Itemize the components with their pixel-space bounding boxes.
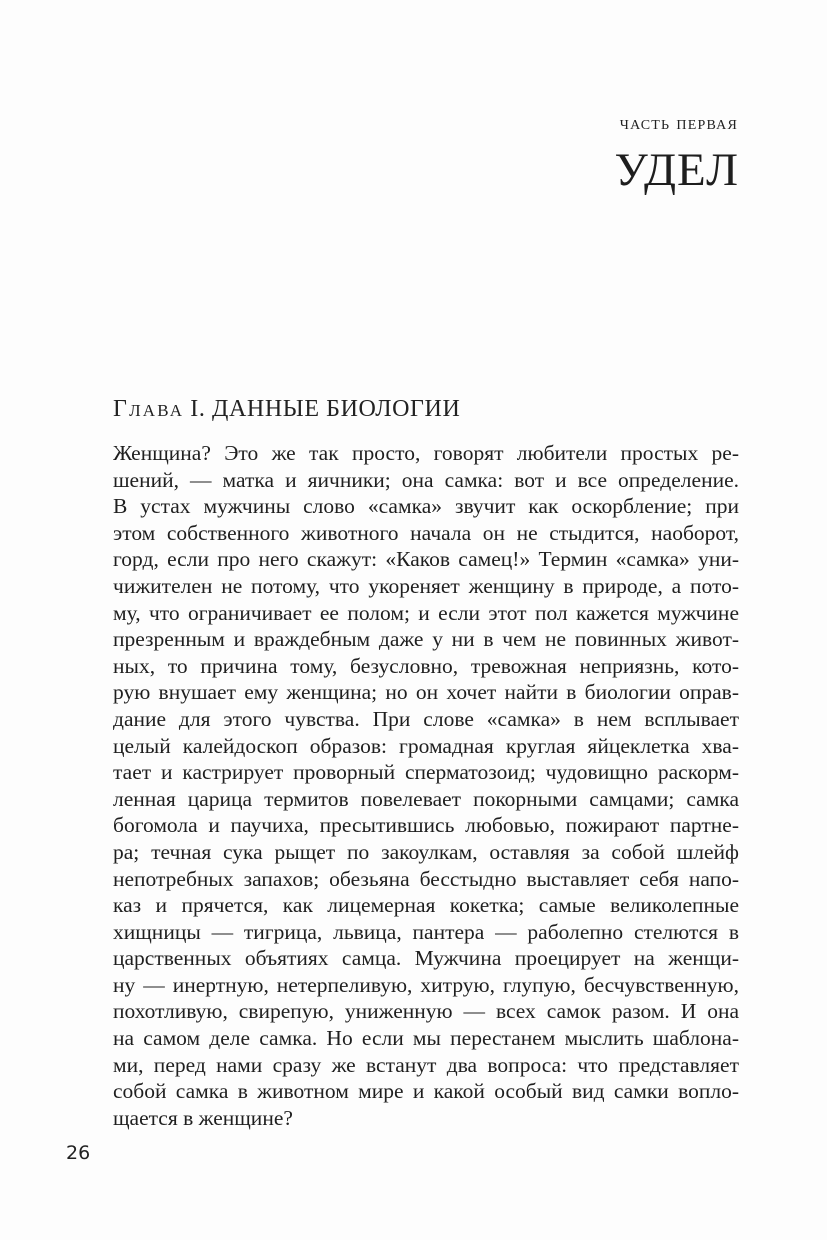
body-text	[113, 440, 739, 1131]
text-line: тает и кастрирует проворный сперматозоид; чудовищно раскорм-	[113, 760, 739, 785]
part-label: часть первая	[619, 112, 738, 134]
text-line: чижителен не потому, что укореняет женщину в природе, а пото-	[113, 573, 739, 598]
chapter-heading	[113, 396, 460, 423]
text-line: похотливую, свирепую, униженную — всех самок разом. И она	[113, 999, 739, 1024]
part-title: УДЕЛ	[614, 144, 739, 196]
text-line: непотребных запахов; обезьяна бесстыдно выставляет себя напо-	[113, 866, 739, 891]
text-line: этом собственного животного начала он не стыдится, наоборот,	[113, 520, 739, 545]
text-line: ных, то причина тому, безусловно, тревожная неприязнь, кото-	[113, 653, 739, 678]
text-line: каз и прячется, как лицемерная кокетка; самые великолепные	[113, 893, 739, 918]
text-line: щается в женщине?	[113, 1105, 293, 1130]
text-line: ра; течная сука рыщет по закоулкам, оставляя за собой шлейф	[113, 839, 739, 864]
text-line: царственных объятиях самца. Мужчина проецирует на женщи-	[113, 946, 739, 971]
text-line: му, что ограничивает ее полом; и если этот пол кажется мужчине	[113, 600, 739, 625]
text-line: Женщина? Это же так просто, говорят любители простых ре-	[113, 441, 739, 465]
text-line: ленная царица термитов повелевает покорными самцами; самка	[113, 786, 739, 811]
text-line: хищницы — тигрица, львица, пантера — раболепно стелются в	[113, 919, 739, 944]
text-line: В устах мужчины слово «самка» звучит как оскорбление; при	[113, 494, 739, 519]
text-line: дание для этого чувства. При слове «самка» в нем всплывает	[113, 706, 739, 731]
text-line: презренным и враждебным даже у ни в чем не повинных живот-	[113, 627, 739, 652]
text-line: богомола и паучиха, пресытившись любовью, пожирают партне-	[113, 813, 739, 838]
chapter-prefix: Глава	[113, 396, 185, 422]
chapter-title: I. ДАННЫЕ БИОЛОГИИ	[190, 396, 461, 422]
text-line: рую внушает ему женщина; но он хочет найти в биологии оправ-	[113, 680, 739, 705]
text-line: ми, перед нами сразу же встанут два вопроса: что представляет	[113, 1052, 739, 1077]
text-line: целый калейдоскоп образов: громадная круглая яйцеклетка хва-	[113, 733, 739, 758]
text-line: на самом деле самка. Но если мы перестанем мыслить шаблона-	[113, 1026, 739, 1051]
text-line: горд, если про него скажут: «Каков самец!» Термин «самка» уни-	[113, 547, 739, 572]
text-line: шений, — матка и яичники; она самка: вот и все определение.	[113, 467, 739, 492]
text-line: собой самка в животном мире и какой особый вид самки вопло-	[113, 1079, 739, 1104]
page-number: 26	[66, 1142, 91, 1164]
text-line: ну — инертную, нетерпеливую, хитрую, глупую, бесчувственную,	[113, 972, 739, 997]
